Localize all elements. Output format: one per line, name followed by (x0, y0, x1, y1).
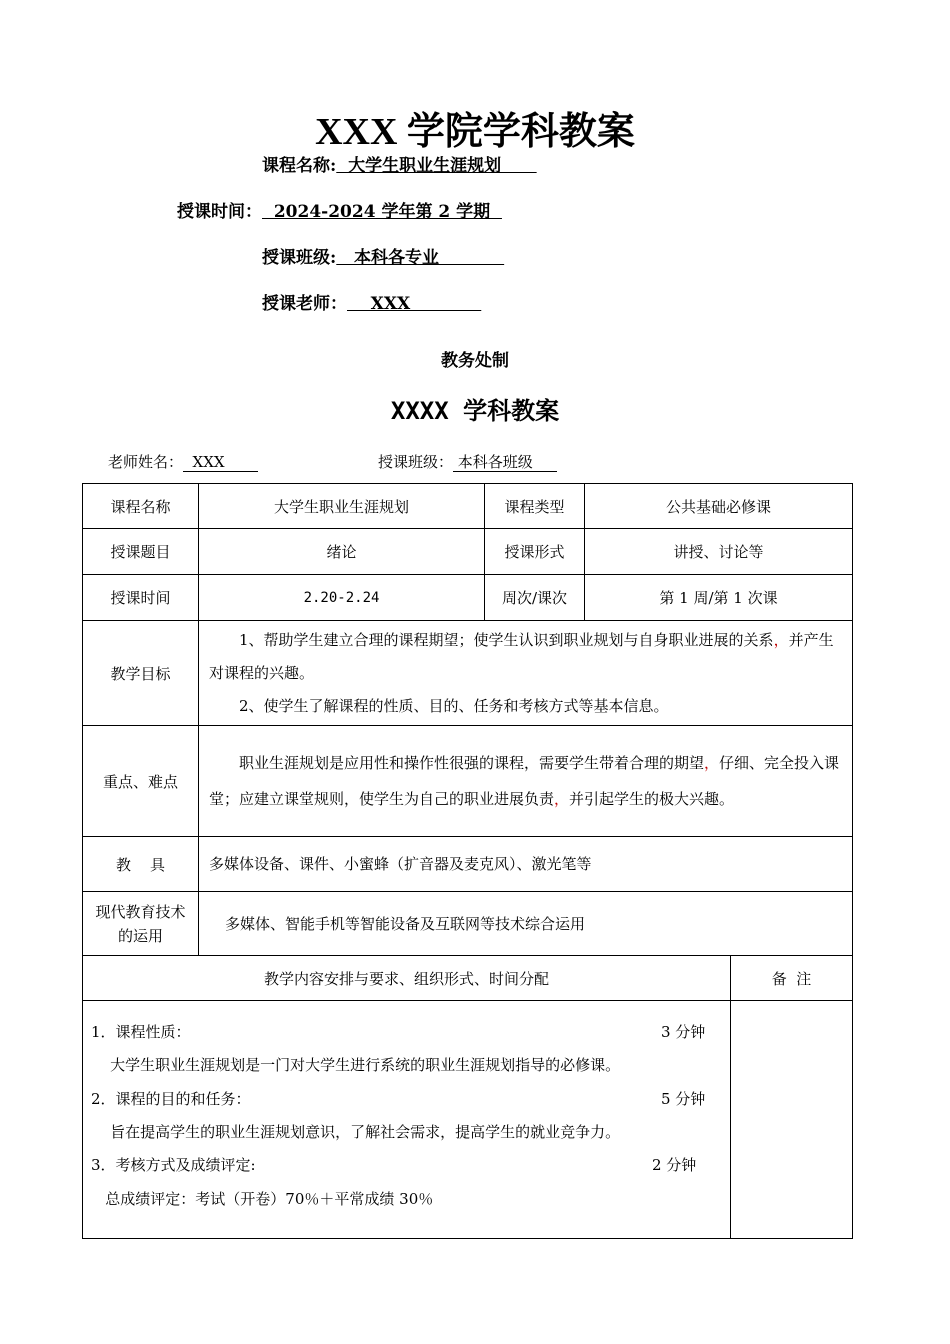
time-header: 授课时间 (83, 575, 199, 621)
tools-cell: 多媒体设备、课件、小蜜蜂（扩音器及麦克风）、激光笔等 (199, 837, 853, 892)
lecture-time-label: 授课时间： (177, 202, 262, 222)
course-name-header: 课程名称 (83, 484, 199, 529)
teacher-line (262, 289, 481, 314)
list-item-time: 5 分钟 (661, 1090, 706, 1108)
course-name-cell: 大学生职业生涯规划 (199, 484, 485, 529)
table-row (83, 484, 853, 529)
course-name-label: 课程名称: (262, 156, 337, 176)
format-cell: 讲授、讨论等 (585, 529, 853, 575)
list-item: 2．课程的目的和任务： (91, 1090, 251, 1108)
key-text: 并引起学生的极大兴趣。 (569, 790, 735, 808)
document-title: XXX 学院学科教案 (315, 111, 635, 153)
goal-text: 1、帮助学生建立合理的课程期望；使学生认识到职业规划与自身职业进展的关系 (239, 630, 774, 649)
course-name-value: 大学生职业生涯规划 (336, 156, 537, 176)
goal-paragraph-2: 2、使学生了解课程的性质、目的、任务和考核方式等基本信息。 (239, 696, 669, 715)
goal-text: 并产生对课程的兴趣。 (209, 630, 834, 682)
goal-comma: ， (773, 630, 789, 649)
tech-cell: 多媒体、智能手机等智能设备及互联网等技术综合运用 (199, 892, 853, 956)
plan-subtitle: XXXX 学科教案 (390, 397, 560, 425)
key-comma: ， (554, 790, 570, 808)
week-header: 周次/课次 (485, 575, 585, 621)
key-points-cell (199, 726, 853, 837)
class-label: 授课班级: (262, 248, 337, 268)
list-item: 旨在提高学生的职业生涯规划意识，了解社会需求，提高学生的就业竞争力。 (91, 1123, 621, 1141)
list-item: 大学生职业生涯规划是一门对大学生进行系统的职业生涯规划指导的必修课。 (91, 1056, 621, 1074)
format-header: 授课形式 (485, 529, 585, 575)
class-name-label: 授课班级： (378, 453, 454, 471)
key-text: 仔细、完全投入课堂；应建立课堂规则，使学生为自己的职业进展负责 (209, 754, 840, 808)
tools-header: 教 具 (83, 837, 199, 892)
key-text: 职业生涯规划是应用性和操作性很强的课程，需要学生带着合理的期望 (239, 754, 705, 772)
lesson-plan-table (82, 483, 853, 1239)
list-item-time: 3 分钟 (661, 1023, 706, 1041)
time-cell: 2.20-2.24 (199, 575, 485, 621)
week-cell: 第 1 周/第 1 次课 (585, 575, 853, 621)
list-item: 1．课程性质： (91, 1023, 191, 1041)
table-row (83, 621, 853, 726)
teacher-value: XXX (347, 294, 482, 314)
lecture-time-line (177, 197, 502, 222)
content-cell (83, 1001, 731, 1239)
table-row (83, 726, 853, 837)
tech-header: 现代教育技术的运用 (83, 892, 199, 956)
table-row (83, 837, 853, 892)
key-paragraph (209, 745, 844, 817)
list-item: 3．考核方式及成绩评定: (91, 1156, 256, 1174)
topic-header: 授课题目 (83, 529, 199, 575)
remarks-cell (731, 1001, 853, 1239)
table-row (83, 529, 853, 575)
issuer: 教务处制 (441, 351, 509, 371)
teacher-label: 授课老师： (262, 294, 347, 314)
list-item-time: 2 分钟 (652, 1156, 697, 1174)
teacher-name-line (108, 451, 258, 472)
course-type-header: 课程类型 (485, 484, 585, 529)
list-item: 总成绩评定：考试（开卷）70％＋平常成绩 30％ (91, 1190, 434, 1208)
topic-cell: 绪论 (199, 529, 485, 575)
course-type-cell: 公共基础必修课 (585, 484, 853, 529)
table-row (83, 956, 853, 1001)
content-list (83, 1001, 730, 1238)
teacher-name-value: XXX (183, 453, 258, 471)
key-comma: ， (704, 754, 720, 772)
remarks-header: 备 注 (731, 956, 853, 1001)
table-row (83, 575, 853, 621)
lecture-time-value: 2024-2024 学年第 2 学期 (262, 202, 502, 222)
table-row (83, 892, 853, 956)
course-name-line (262, 151, 537, 176)
goal-paragraph-1 (209, 624, 844, 690)
content-header: 教学内容安排与要求、组织形式、时间分配 (83, 956, 731, 1001)
key-points-header: 重点、难点 (83, 726, 199, 837)
class-name-value: 本科各班级 (453, 453, 557, 471)
class-value: 本科各专业 (336, 248, 505, 268)
table-row (83, 1001, 853, 1239)
goals-header: 教学目标 (83, 621, 199, 726)
class-name-line (378, 451, 557, 472)
teacher-name-label: 老师姓名： (108, 453, 184, 471)
goals-cell (199, 621, 853, 726)
class-line (262, 243, 504, 268)
